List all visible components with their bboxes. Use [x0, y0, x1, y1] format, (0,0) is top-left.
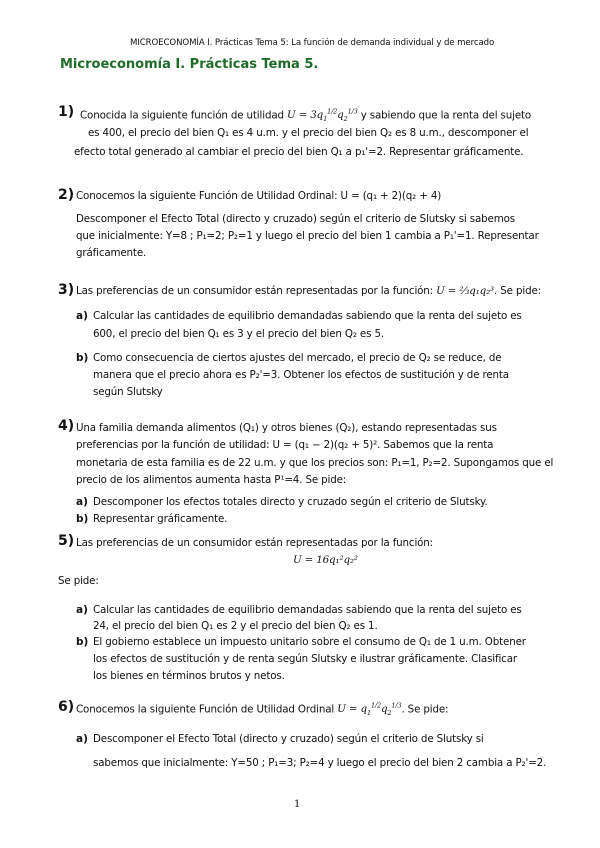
p4-formula: (q₁ − 2)(q₂ + 5)²: [294, 439, 378, 451]
problem-1-number: 1): [58, 104, 75, 120]
p4-text-b: . Sabemos que la renta: [377, 439, 494, 451]
problem-3-a-line-1: Calcular las cantidades de equilibrio demandadas sabiendo que la renta del sujeto es: [93, 310, 522, 322]
problem-4-a-label: a): [76, 496, 88, 508]
page-number: 1: [294, 799, 301, 810]
problem-4-line-3: monetaria de esta familia es de 22 u.m. y que los precios son: P₁=1, P₂=2. Supongamos que el: [76, 457, 554, 469]
problem-6-a-line-2: sabemos que inicialmente: Y=50 ; P₁=3; P₂=4 y luego el precio del bien 2 cambia a P₂'=2.: [93, 757, 547, 769]
p6-text-a: Conocemos la siguiente Función de Utilidad Ordinal: [76, 703, 335, 716]
p6-text-b: . Se pide:: [401, 703, 449, 716]
problem-5-a-label: a): [76, 604, 88, 616]
p3-formula: U = ⅔q₁q₂³: [436, 285, 495, 297]
problem-1-line-3: efecto total generado al cambiar el precio del bien Q₁ a p₁'=2. Representar gráficamente.: [74, 146, 524, 158]
p4-text-a: preferencias por la función de utilidad: U =: [76, 439, 292, 451]
p3-text-a: Las preferencias de un consumidor están representadas por la función:: [76, 285, 433, 297]
running-header: MICROECONOMÍA I. Prácticas Tema 5: La función de demanda individual y de mercado: [130, 38, 495, 48]
problem-3-b-line-2: manera que el precio ahora es P₂'=3. Obtener los efectos de sustitución y de renta: [93, 369, 509, 381]
p1-formula: $U = 3q_1^{1/2}q_2^{1/3}$: [287, 108, 358, 124]
p1-text-a: Conocida la siguiente función de utilidad: [80, 109, 284, 122]
problem-4-line-1: Una familia demanda alimentos (Q₁) y otros bienes (Q₂), estando representadas sus: [76, 422, 497, 434]
p2-formula: (q₁ + 2)(q₂ + 4): [362, 190, 442, 202]
problem-3-line-1: [76, 285, 541, 297]
problem-5-b-line-1: El gobierno establece un impuesto unitario sobre el consumo de Q₁ de 1 u.m. Obtener: [93, 636, 526, 648]
problem-3-number: 3): [58, 282, 75, 298]
problem-2-line-4: gráficamente.: [76, 247, 147, 259]
problem-6-a-label: a): [76, 733, 88, 745]
problem-4-a: Descomponer los efectos totales directo y cruzado según el criterio de Slutsky.: [93, 496, 488, 508]
problem-5-a-line-1: Calcular las cantidades de equilibrio demandadas sabiendo que la renta del sujeto es: [93, 604, 522, 616]
problem-5-se-pide: Se pide:: [58, 575, 99, 587]
p3-text-b: . Se pide:: [494, 285, 541, 297]
problem-2-number: 2): [58, 187, 75, 203]
problem-5-b-label: b): [76, 636, 89, 648]
problem-6-a-line-1: Descomponer el Efecto Total (directo y cruzado) según el criterio de Slutsky si: [93, 733, 484, 745]
problem-1-line-2: es 400, el precio del bien Q₁ es 4 u.m. y el precio del bien Q₂ es 8 u.m., descomponer el: [88, 127, 529, 139]
problem-4-line-2: [76, 439, 493, 451]
problem-1-line-1: [80, 108, 531, 123]
problem-2-line-2: Descomponer el Efecto Total (directo y cruzado) según el criterio de Slutsky si sabemos: [76, 213, 515, 225]
problem-5-a-line-2: 24, el precio del bien Q₁ es 2 y el precio del bien Q₂ es 1.: [93, 620, 378, 632]
problem-3-a-label: a): [76, 310, 88, 322]
problem-5-b-line-2: los efectos de sustitución y de renta según Slutsky e ilustrar gráficamente. Clasificar: [93, 653, 517, 665]
problem-4-number: 4): [58, 418, 75, 434]
problem-5-line-1: Las preferencias de un consumidor están representadas por la función:: [76, 537, 433, 549]
problem-5-b-line-3: los bienes en términos brutos y netos.: [93, 670, 285, 682]
problem-3-b-line-3: según Slutsky: [93, 386, 163, 398]
problem-4-line-4: precio de los alimentos aumenta hasta P¹=4. Se pide:: [76, 474, 347, 486]
problem-6-number: 6): [58, 699, 75, 715]
problem-2-line-1: [76, 190, 441, 202]
problem-5-formula: U = 16q₁²q₂²: [293, 554, 358, 566]
problem-3-b-line-1: Como consecuencia de ciertos ajustes del mercado, el precio de Q₂ se reduce, de: [93, 352, 502, 364]
problem-3-a-line-2: 600, el precio del bien Q₁ es 3 y el precio del bien Q₂ es 5.: [93, 328, 384, 340]
problem-3-b-label: b): [76, 352, 89, 364]
problem-4-b-label: b): [76, 513, 89, 525]
p1-text-b: y sabiendo que la renta del sujeto: [360, 109, 532, 122]
p6-formula: $U = q_1^{1/2}q_2^{1/3}$: [337, 702, 402, 718]
problem-4-b: Representar gráficamente.: [93, 513, 228, 525]
problem-2-line-3: que inicialmente: Y=8 ; P₁=2; P₂=1 y luego el precio del bien 1 cambia a P₁'=1. Representar: [76, 230, 539, 242]
page-title: Microeconomía I. Prácticas Tema 5.: [60, 57, 319, 72]
problem-6-line-1: [76, 702, 448, 717]
problem-5-number: 5): [58, 533, 75, 549]
p2-text-a: Conocemos la siguiente Función de Utilidad Ordinal: U =: [76, 190, 360, 202]
